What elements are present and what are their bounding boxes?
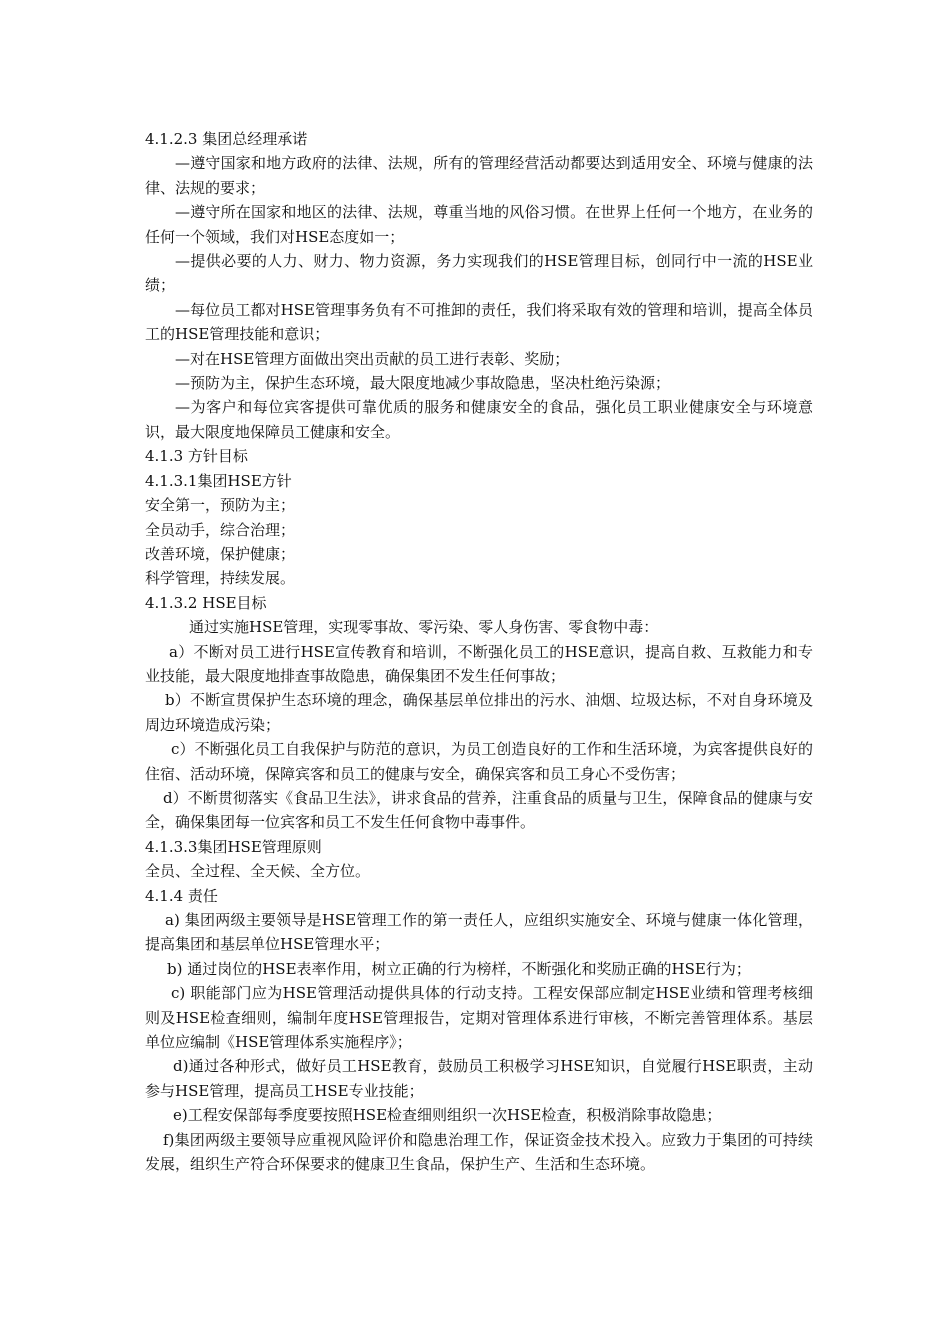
responsibility-item: a) 集团两级主要领导是HSE管理工作的第一责任人，应组织实施安全、环境与健康一体化管理，提高集团和基层单位HSE管理水平； [145, 911, 813, 954]
commitment-item: —对在HSE管理方面做出突出贡献的员工进行表彰、奖励； [175, 349, 570, 368]
responsibility-item: b) 通过岗位的HSE表率作用，树立正确的行为榜样，不断强化和奖励正确的HSE行为； [167, 959, 751, 978]
target-item: c）不断强化员工自我保护与防范的意识，为员工创造良好的工作和生活环境，为宾客提供良好的住宿、活动环境，保障宾客和员工的健康与安全，确保宾客和员工身心不受伤害； [145, 740, 813, 783]
policy-line: 安全第一，预防为主； [145, 496, 296, 515]
document-page [145, 127, 813, 1176]
target-item: a）不断对员工进行HSE宣传教育和培训，不断强化员工的HSE意识，提高自救、互救能力和专业技能，最大限度地排查事故隐患，确保集团不发生任何事故； [145, 642, 813, 685]
commitment-item: —遵守所在国家和地区的法律、法规，尊重当地的风俗习惯。在世界上任何一个地方，在业务的任何一个领域，我们对HSE态度如一； [145, 203, 813, 246]
policy-line: 科学管理，持续发展。 [145, 569, 296, 588]
target-item: d）不断贯彻落实《食品卫生法》，讲求食品的营养，注重食品的质量与卫生，保障食品的健康与安全，确保集团每一位宾客和员工不发生任何食物中毒事件。 [145, 788, 813, 832]
targets-intro: 通过实施HSE管理，实现零事故、零污染、零人身伤害、零食物中毒： [189, 618, 659, 637]
principles-text: 全员、全过程、全天候、全方位。 [145, 862, 371, 881]
commitment-item: —为客户和每位宾客提供可靠优质的服务和健康安全的食品，强化员工职业健康安全与环境意识，最大限度地保障员工健康和安全。 [145, 398, 813, 441]
section-heading-commitment: 4.1.2.3 集团总经理承诺 [145, 130, 308, 148]
section-heading-policy: 4.1.3.1集团HSE方针 [145, 471, 292, 490]
responsibility-item: f)集团两级主要领导应重视风险评价和隐患治理工作，保证资金技术投入。应致力于集团的可持续发展，组织生产符合环保要求的健康卫生食品，保护生产、生活和生态环境。 [145, 1130, 813, 1174]
target-item: b）不断宣贯保护生态环境的理念，确保基层单位排出的污水、油烟、垃圾达标，不对自身环境及周边环境造成污染； [145, 691, 813, 734]
responsibility-item: c) 职能部门应为HSE管理活动提供具体的行动支持。工程安保部应制定HSE业绩和管理考核细则及HSE检查细则，编制年度HSE管理报告，定期对管理体系进行审核，不断完善管理体系。基层单位应编制《HSE管理体系实施程序》； [145, 984, 813, 1052]
commitment-item: —预防为主，保护生态环境，最大限度地减少事故隐患，坚决杜绝污染源； [175, 374, 671, 393]
section-heading-policy-target: 4.1.3 方针目标 [145, 447, 248, 466]
section-heading-principles: 4.1.3.3集团HSE管理原则 [145, 837, 322, 856]
commitment-item: —遵守国家和地方政府的法律、法规，所有的管理经营活动都要达到适用安全、环境与健康的法律、法规的要求； [145, 154, 813, 197]
responsibility-item: e)工程安保部每季度要按照HSE检查细则组织一次HSE检查，积极消除事故隐患； [173, 1106, 722, 1125]
responsibility-item: d)通过各种形式，做好员工HSE教育，鼓励员工积极学习HSE知识，自觉履行HSE职责，主动参与HSE管理，提高员工HSE专业技能； [145, 1057, 813, 1100]
policy-line: 全员动手，综合治理； [145, 520, 296, 539]
policy-line: 改善环境，保护健康； [145, 544, 296, 563]
commitment-item: —每位员工都对HSE管理事务负有不可推卸的责任，我们将采取有效的管理和培训，提高全体员工的HSE管理技能和意识； [145, 300, 813, 344]
section-heading-responsibility: 4.1.4 责任 [145, 886, 218, 905]
commitment-item: —提供必要的人力、财力、物力资源，务力实现我们的HSE管理目标，创同行中一流的HSE业绩； [145, 252, 813, 295]
section-heading-targets: 4.1.3.2 HSE目标 [145, 593, 267, 612]
